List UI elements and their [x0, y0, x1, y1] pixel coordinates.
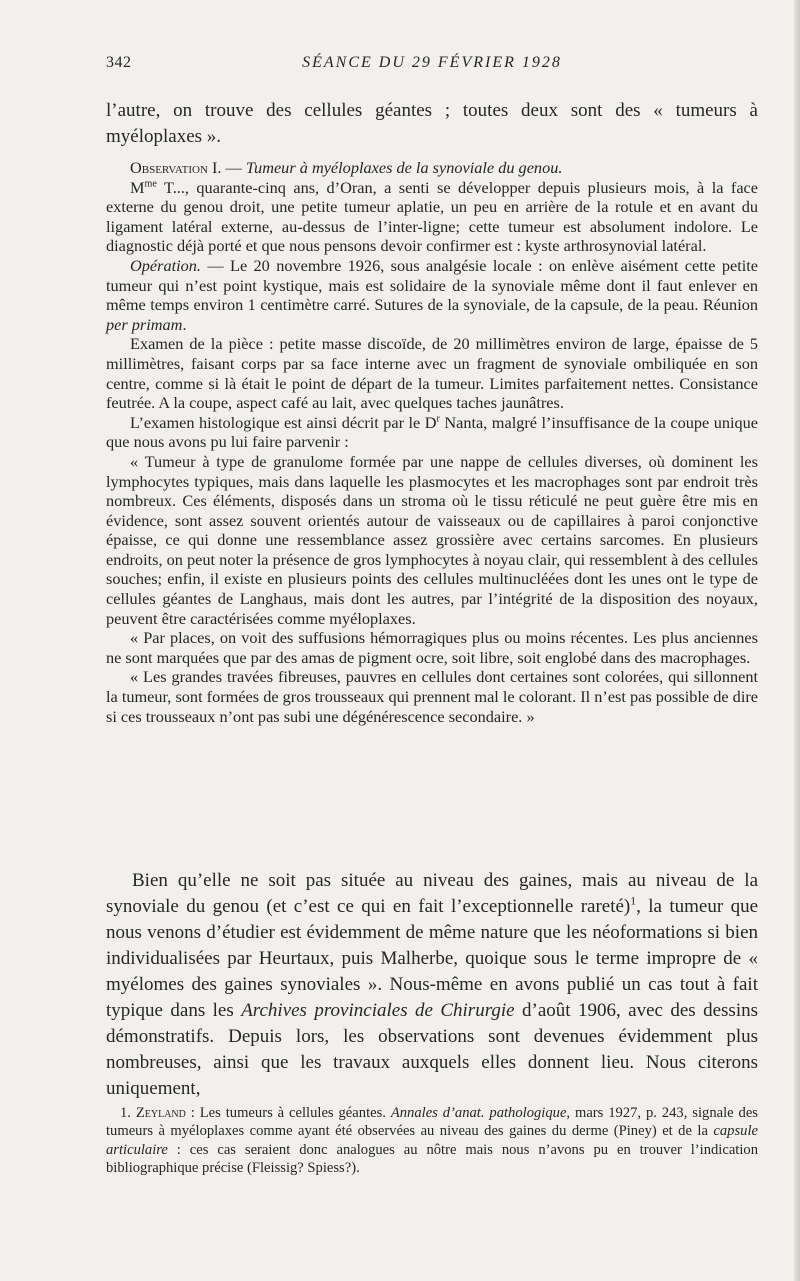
patient-mme-sup: me	[144, 178, 157, 190]
main-paragraph-block	[106, 868, 758, 1102]
histology-text-a: L’examen histologique est ainsi décrit par le D	[130, 412, 437, 432]
footnote-reference: 1	[630, 894, 637, 908]
operation-label: Opération.	[130, 255, 201, 275]
continuation-line-b: myéloplaxes ».	[106, 126, 222, 147]
per-primam: per primam	[106, 314, 183, 334]
footnote-text-2: , mars 1927, p. 243, signale des tumeurs à myéloplaxes comme ayant été observées au niveau des gaines du derme (Piney) et de la	[106, 1105, 758, 1140]
observation-heading	[106, 158, 758, 178]
observation-title: Tumeur à myéloplaxes de la synoviale du genou.	[245, 158, 563, 177]
page-edge-shadow	[794, 0, 800, 1281]
footnote-text-1: : Les tumeurs à cellules géantes.	[185, 1105, 391, 1121]
main-part-2: , la tumeur que nous venons d’étudier est évidemment de même nature que les néoformations si bien individualisées par Heurtaux, puis Malherbe, quoique sous le terme impropre de « myélomes des gaines synoviales ». Nous-même en avons publié un cas tout à fait typique dans les	[106, 896, 758, 1021]
examen-paragraph: Examen de la pièce : petite masse discoïde, de 20 millimètres environ de large, épaisse de 5 millimètres, faisant corps par sa face interne avec un fragment de synoviale ombiliquée en son centre, comme si là était le point de départ de la tumeur. Limites parfaitement nettes. Consistance feutrée. A la coupe, aspect café au lait, avec quelques taches jaunâtres.	[106, 334, 758, 413]
continuation-line-a: l’autre, on trouve des cellules géantes ; toutes deux sont des « tumeurs à	[106, 100, 758, 121]
main-part-1: Bien qu’elle ne soit pas située au niveau des gaines, mais au niveau de la synoviale du genou (et c’est ce qui en fait l’exceptionnelle rareté)	[106, 870, 758, 917]
operation-paragraph	[106, 256, 758, 334]
observation-dash: —	[221, 158, 246, 177]
histology-text-b: Nanta, malgré l’insuffisance de la coupe unique que nous avons pu lui faire parvenir :	[106, 412, 759, 452]
running-title: SÉANCE DU 29 FÉVRIER 1928	[302, 54, 562, 71]
patient-paragraph	[106, 178, 758, 256]
operation-end: .	[182, 314, 187, 334]
footnote-journal: Annales d’anat. pathologique	[390, 1105, 567, 1121]
running-header	[106, 54, 758, 78]
main-part-3: d’août 1906, avec des dessins démonstratifs. Depuis lors, les observations sont devenues évidemment plus nombreuses, ainsi que les travaux auxquels elles donnent lieu. Nous citerons uniquement,	[106, 1000, 758, 1099]
quote-paragraph-1: « Tumeur à type de granulome formée par une nappe de cellules diverses, où dominent les lymphocytes typiques, mais dans laquelle les plasmocytes et les macrophages sont par endroit très nombreux. Ces éléments, disposés dans un stroma où le tissu réticulé ne peut guère être mis en évidence, sont assez souvent orientés autour de vaisseaux ou de capillaires à paroi conjonctive épaisse, ce qui donne une ressemblance assez grossière avec certains sarcomes. En plusieurs endroits, on peut noter la présence de gros lymphocytes à noyau clair, qui ressemblent à des cellules souches; enfin, il existe en plusieurs points des cellules multinucléées dont les unes ont le type de cellules géantes de Langhaus, mais dont les autres, par l’intégrité de la disposition des noyaux, peuvent être caractérisées comme myéloplaxes.	[106, 451, 758, 628]
histology-paragraph	[106, 413, 758, 452]
footnote-text-3: : ces cas seraient donc analogues au nôtre mais nous n’avons pu en trouver l’indication bibliographique précise (Fleissig? Spiess?).	[106, 1141, 758, 1177]
quote-paragraph-3: « Les grandes travées fibreuses, pauvres en cellules dont certaines sont colorées, qui sillonnent la tumeur, sont formées de gros trousseaux qui prennent mal le colorant. Il n’est pas possible de dire si ces trousseaux n’ont pas subi une dégénérescence secondaire. »	[106, 667, 758, 726]
footnote-paragraph	[106, 1104, 758, 1178]
footnote-block	[106, 1104, 758, 1178]
histology-dr-sup: r	[436, 413, 440, 425]
quote-paragraph-2: « Par places, on voit des suffusions hémorragiques plus ou moins récentes. Les plus anciennes ne sont marquées que par des amas de pigment ocre, soit libre, soit englobé dans des macrophages.	[106, 628, 758, 667]
main-paragraph	[106, 868, 758, 1102]
footnote-author: Zeyland	[135, 1105, 186, 1121]
page-number: 342	[106, 54, 132, 71]
continuation-paragraph	[106, 98, 758, 150]
observation-label: Observation I.	[130, 158, 222, 177]
patient-mme: M	[130, 177, 145, 197]
operation-text: — Le 20 novembre 1926, sous analgésie locale : on enlève aisément cette petite tumeur qui n’est point kystique, mais est solidaire de la synoviale même dont il faut enlever en même temps environ 1 centimètre carré. Sutures de la synoviale, de la capsule, de la peau. Réunion	[106, 255, 758, 315]
footnote-capsule: capsule articulaire	[106, 1123, 758, 1158]
journal-title: Archives provinciales de Chirurgie	[241, 1000, 515, 1021]
observation-section	[106, 158, 758, 726]
footnote-number: 1.	[120, 1105, 136, 1121]
patient-text: T..., quarante-cinq ans, d’Oran, a senti se développer depuis plusieurs mois, à la face externe du genou droit, une petite tumeur aplatie, un peu en arrière de la rotule et en avant du ligament latéral externe, au-dessus de l’inter-ligne; cette tumeur est absolument indolore. Le diagnostic déjà porté et que nous pensons devoir confirmer est : kyste arthrosynovial latéral.	[106, 177, 758, 256]
